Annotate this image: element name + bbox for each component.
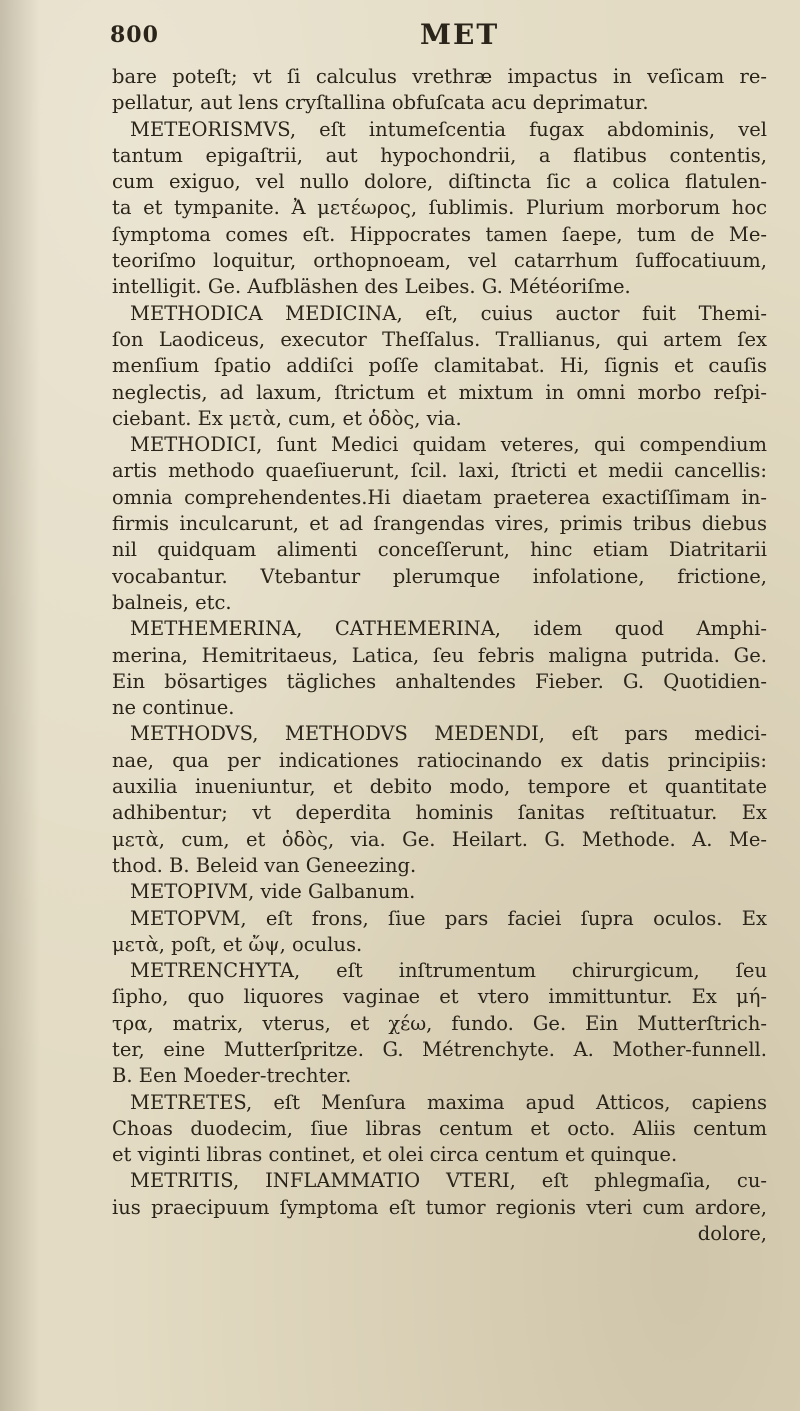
text-line: vocabantur. Vtebantur plerumque infolatione, frictione,: [112, 564, 767, 588]
entry-metritis: METRITIS, INFLAMMATIO VTERI, eſt phlegmaſia, cu-: [130, 1169, 767, 1193]
text-line: balneis, etc.: [112, 590, 232, 614]
page-gutter-shadow: [0, 0, 40, 1411]
text-line: nae, qua per indicationes ratiocinando ex datis principiis:: [112, 748, 767, 772]
entry-meteorismus: METEORISMVS, eſt intumeſcentia fugax abdominis, vel: [130, 117, 767, 141]
entry-methodus: METHODVS, METHODVS MEDENDI, eſt pars medici-: [130, 722, 767, 746]
text-line: μετὰ, cum, et ὁδὸς, via. Ge. Heilart. G. Methode. A. Me-: [112, 827, 767, 851]
text-line: τρα, matrix, vterus, et χέω, fundo. Ge. Ein Mutterſtrich-: [112, 1011, 767, 1035]
text-line: menſium ſpatio addiſci poſſe clamitabat. Hi, ſignis et cauſis: [112, 354, 767, 378]
text-line: Choas duodecim, ſiue libras centum et octo. Aliis centum: [112, 1116, 767, 1140]
entry-methemerina: METHEMERINA, CATHEMERINA, idem quod Amphi-: [130, 617, 767, 641]
text-line: artis methodo quaeſiuerunt, ſcil. laxi, ſtricti et medii cancellis:: [112, 459, 767, 483]
page-number: 800: [110, 22, 159, 48]
dictionary-text: [112, 64, 767, 1247]
text-line: ſipho, quo liquores vaginae et vtero immittuntur. Ex μή-: [112, 985, 767, 1009]
catchword: dolore,: [697, 1222, 767, 1246]
text-line: ſymptoma comes eſt. Hippocrates tamen ſaepe, tum de Me-: [112, 222, 767, 246]
entry-methodica-medicina: METHODICA MEDICINA, eſt, cuius auctor fuit Themi-: [130, 301, 767, 325]
text-line: nil quidquam alimenti conceſſerunt, hinc etiam Diatritarii: [112, 538, 767, 562]
text-line: adhibentur; vt deperdita hominis ſanitas reſtituatur. Ex: [112, 801, 767, 825]
entry-metretes: METRETES, eſt Menſura maxima apud Atticos, capiens: [130, 1090, 767, 1114]
text-line: ter, eine Mutterſpritze. G. Métrenchyte. A. Mother-funnell.: [112, 1037, 767, 1061]
text-line: bare poteſt; vt ſi calculus vrethræ impactus in veſicam re-: [112, 65, 767, 88]
text-line: cum exiguo, vel nullo dolore, diſtincta ſic a colica flatulen-: [112, 170, 767, 194]
text-line: teoriſmo loquitur, orthopnoeam, vel catarrhum ſuffocatiuum,: [112, 249, 767, 273]
text-line: thod. B. Beleid van Geneezing.: [112, 853, 417, 877]
running-head: MET: [420, 18, 500, 51]
text-line: neglectis, ad laxum, ſtrictum et mixtum in omni morbo reſpi-: [112, 380, 767, 404]
entry-metopum: METOPVM, eſt frons, ſiue pars faciei ſupra oculos. Ex: [130, 906, 767, 930]
text-line: μετὰ, poſt, et ὤψ, oculus.: [112, 932, 363, 956]
text-line: firmis inculcarunt, et ad ſrangendas vires, primis tribus diebus: [112, 512, 767, 536]
text-line: merina, Hemitritaeus, Latica, ſeu febris maligna putrida. Ge.: [112, 643, 767, 667]
text-line: pellatur, aut lens cryſtallina obfuſcata acu deprimatur.: [112, 91, 649, 115]
text-line: omnia comprehendentes.Hi diaetam praeterea exactiſſimam in-: [112, 485, 767, 509]
text-line: B. Een Moeder-trechter.: [112, 1064, 352, 1088]
text-line: tantum epigaſtrii, aut hypochondrii, a flatibus contentis,: [112, 143, 767, 167]
text-line: Ein bösartiges tägliches anhaltendes Fieber. G. Quotidien-: [112, 669, 767, 693]
text-line: ta et tympanite. Ἀ μετέωρος, ſublimis. Plurium morborum hoc: [112, 196, 767, 220]
entry-metrenchyta: METRENCHYTA, eſt inſtrumentum chirurgicum, ſeu: [130, 959, 767, 983]
text-line: ciebant. Ex μετὰ, cum, et ὁδὸς, via.: [112, 406, 462, 430]
page-header: [110, 18, 740, 58]
text-line: et viginti libras continet, et olei circa centum et quinque.: [112, 1143, 678, 1167]
text-line: intelligit. Ge. Aufbläshen des Leibes. G. Météoriſme.: [112, 275, 631, 299]
entry-metopium: METOPIVM, vide Galbanum.: [130, 880, 416, 904]
text-line: ne continue.: [112, 696, 235, 720]
text-line: auxilia inueniuntur, et debito modo, tempore et quantitate: [112, 775, 767, 799]
entry-methodici: METHODICI, ſunt Medici quidam veteres, qui compendium: [130, 433, 767, 457]
text-line: ius praecipuum ſymptoma eſt tumor regionis vteri cum ardore,: [112, 1195, 767, 1219]
text-line: ſon Laodiceus, executor Theſſalus. Trallianus, qui artem ſex: [112, 327, 767, 351]
